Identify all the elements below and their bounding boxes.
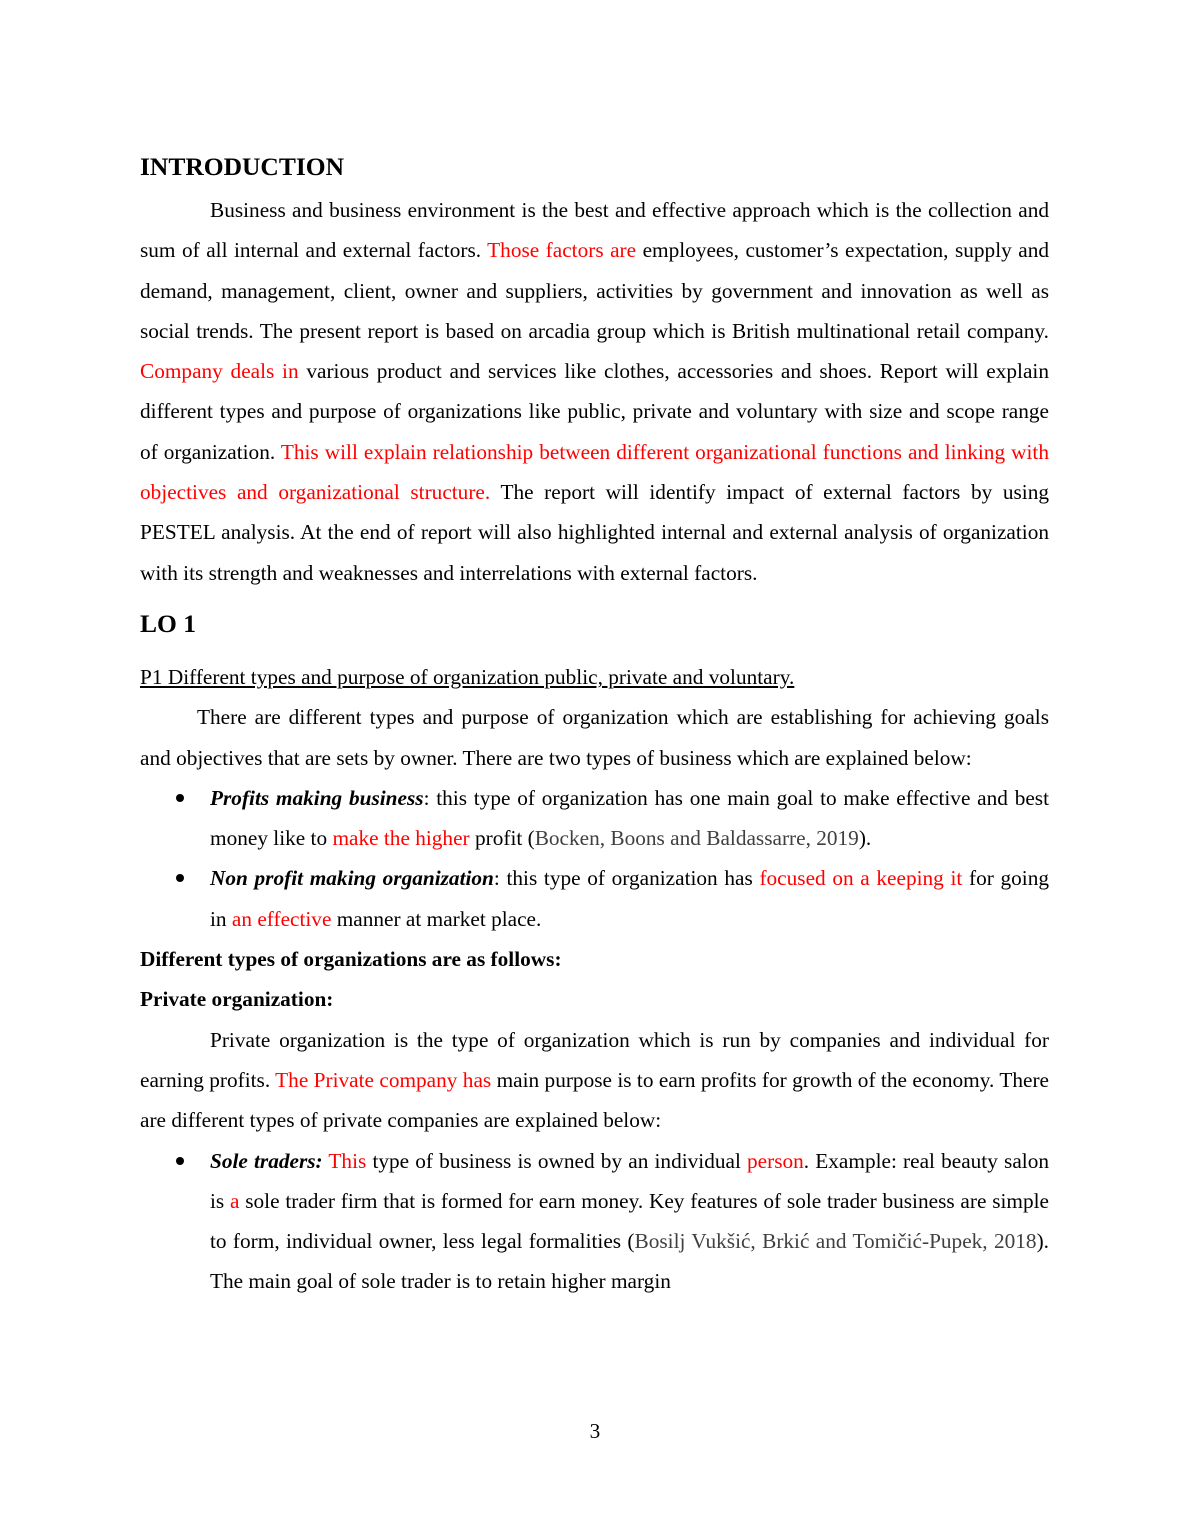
text-run: type of business is owned by an individual [366,1148,748,1173]
private-types-list [140,1141,1049,1302]
list-item-term: Profits making business [210,785,424,810]
highlighted-text: This will explain relationship between different organizational functions and linking with objectives and organizational structure. [140,439,1049,505]
text-run: . Example: real beauty salon is [210,1148,1049,1213]
highlighted-text: a [230,1188,240,1213]
organization-types-heading: Different types of organizations are as follows: [140,947,562,972]
p1-subheading: P1 Different types and purpose of organization public, private and voluntary. [140,664,795,689]
text-run: for going in [210,866,1049,931]
highlighted-text: an effective [231,906,332,931]
lo1-heading: LO 1 [140,608,196,638]
document-page [140,150,1049,1302]
text-run: ). The main goal of sole trader is to retain higher margin [210,1229,1050,1294]
highlighted-text: make the higher [332,826,470,851]
introduction-heading: INTRODUCTION [140,152,345,181]
text-run: ). [858,826,872,851]
highlighted-text: focused on a keeping it [759,866,963,891]
text-run: employees, customer’s expectation, supply and demand, management, client, owner and suppliers, activities by government and innovation as well as social trends. The present report is based on arcadia group which is British multinational retail company. [140,238,1049,343]
highlighted-text: person [747,1148,804,1173]
text-run: The report will identify impact of external factors by using PESTEL analysis. At the end of report will also highlighted internal and external analysis of organization with its strength and weaknesses and interrelations with external factors. [140,480,1050,585]
text-run: profit ( [469,826,535,851]
list-item [140,778,1049,859]
text-run: sole trader firm that is formed for earn money. Key features of sole trader business are simple to form, individual owner, less legal formalities ( [210,1188,1050,1254]
highlighted-text: Company deals in [140,359,299,384]
citation: Bosilj Vukšić, Brkić and Tomičić-Pupek, 2018 [634,1229,1037,1254]
highlighted-text: Those factors are [487,238,637,263]
introduction-paragraph [140,190,1049,593]
highlighted-text: This [328,1148,367,1173]
citation: Bocken, Boons and Baldassarre, 2019 [534,826,859,851]
list-item-term: Sole traders: [210,1148,323,1173]
text-run: : this type of organization has one main goal to make effective and best money like to [210,785,1049,851]
bullet-icon [176,1157,184,1165]
business-types-list [140,778,1049,939]
bullet-icon [176,794,184,802]
text-run: Business and business environment is the best and effective approach which is the collection and sum of all internal and external factors. [140,198,1049,263]
text-run: manner at market place. [331,906,542,931]
private-organization-paragraph [140,1020,1049,1141]
list-item-term: Non profit making organization [210,866,494,891]
highlighted-text: The Private company has [275,1067,492,1092]
text-run: main purpose is to earn profits for growth of the economy. There are different types of private companies are explained below: [140,1067,1049,1133]
list-item [140,1141,1049,1302]
bullet-icon [176,874,184,882]
text-run: Private organization is the type of organization which is run by companies and individual for earning profits. [140,1027,1049,1092]
private-organization-heading: Private organization: [140,987,334,1012]
text-run: : this type of organization has [493,866,760,891]
list-item [140,858,1049,939]
lo1-paragraph: There are different types and purpose of organization which are establishing for achieving goals and objectives that are sets by owner. There are two types of business which are explained below: [140,705,1049,770]
text-run: various product and services like clothes, accessories and shoes. Report will explain different types and purpose of organizations like public, private and voluntary with size and scope range of organization. [140,359,1049,464]
page-number: 3 [589,1419,601,1443]
